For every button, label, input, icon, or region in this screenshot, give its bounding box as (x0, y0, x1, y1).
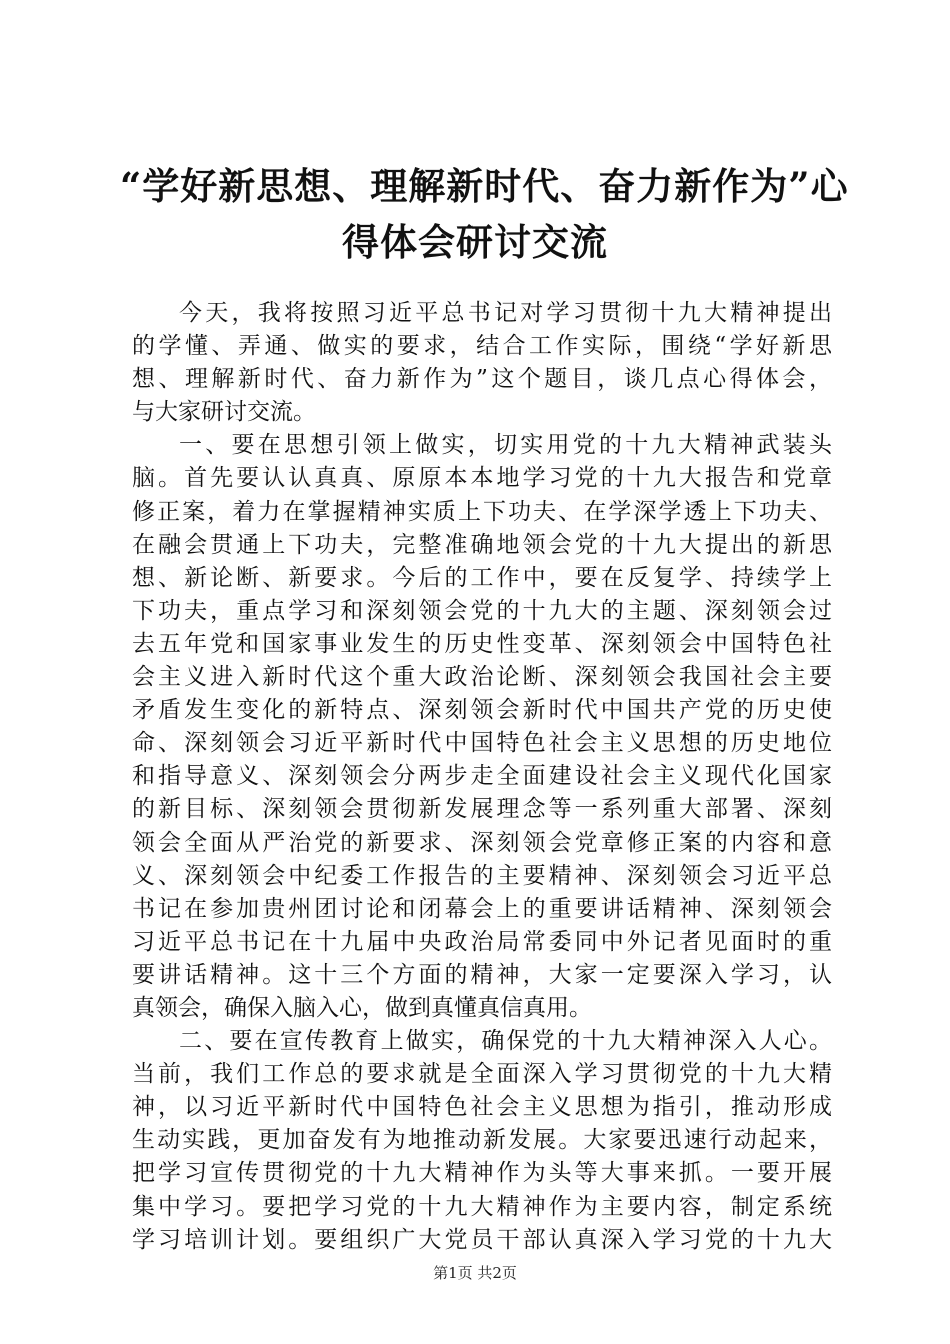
body-line: 与大家研讨交流。 (132, 399, 316, 426)
body-line: 神，以习近平新时代中国特色社会主义思想为指引，推动形成 (132, 1094, 832, 1121)
body-line: 下功夫，重点学习和深刻领会党的十九大的主题、深刻领会过 (132, 597, 832, 624)
body-line: 当前，我们工作总的要求就是全面深入学习贯彻党的十九大精 (132, 1061, 832, 1088)
body-line: 领会全面从严治党的新要求、深刻领会党章修正案的内容和意 (132, 829, 832, 856)
body-line: 一、要在思想引领上做实，切实用党的十九大精神武装头 (179, 432, 832, 459)
body-line: 二、要在宣传教育上做实，确保党的十九大精神深入人心。 (179, 1028, 832, 1055)
body-line: 和指导意义、深刻领会分两步走全面建设社会主义现代化国家 (132, 763, 832, 790)
body-line: 修正案，着力在掌握精神实质上下功夫、在学深学透上下功夫、 (132, 498, 832, 525)
body-line: 在融会贯通上下功夫，完整准确地领会党的十九大提出的新思 (132, 531, 832, 558)
body-line: 义、深刻领会中纪委工作报告的主要精神、深刻领会习近平总 (132, 862, 832, 889)
body-line: 的学懂、弄通、做实的要求，结合工作实际，围绕“学好新思 (132, 333, 832, 360)
body-line: 脑。首先要认认真真、原原本本地学习党的十九大报告和党章 (132, 465, 832, 492)
body-line: 真领会，确保入脑入心，做到真懂真信真用。 (132, 994, 592, 1021)
body-line: 今天，我将按照习近平总书记对学习贯彻十九大精神提出 (179, 300, 832, 326)
body-line: 想、新论断、新要求。今后的工作中，要在反复学、持续学上 (132, 564, 832, 591)
body-line: 想、理解新时代、奋力新作为”这个题目，谈几点心得体会， (132, 366, 832, 393)
body-line: 学习培训计划。要组织广大党员干部认真深入学习党的十九大 (132, 1226, 832, 1253)
document-title-line-1: “学好新思想、理解新时代、奋力新作为”心 (120, 164, 849, 208)
body-line: 会主义进入新时代这个重大政治论断、深刻领会我国社会主要 (132, 664, 832, 691)
body-line: 去五年党和国家事业发生的历史性变革、深刻领会中国特色社 (132, 630, 832, 657)
body-line: 生动实践，更加奋发有为地推动新发展。大家要迅速行动起来， (132, 1127, 832, 1154)
body-line: 要讲话精神。这十三个方面的精神，大家一定要深入学习，认 (132, 961, 832, 988)
body-line: 集中学习。要把学习党的十九大精神作为主要内容，制定系统 (132, 1193, 832, 1220)
body-line: 矛盾发生变化的新特点、深刻领会新时代中国共产党的历史使 (132, 697, 832, 724)
page-number-footer: 第1页 共2页 (433, 1264, 517, 1282)
body-line: 书记在参加贵州团讨论和闭幕会上的重要讲话精神、深刻领会 (132, 895, 832, 922)
body-line: 习近平总书记在十九届中央政治局常委同中外记者见面时的重 (132, 928, 832, 955)
body-line: 的新目标、深刻领会贯彻新发展理念等一系列重大部署、深刻 (132, 796, 832, 823)
document-title-line-2: 得体会研讨交流 (342, 220, 608, 264)
body-line: 命、深刻领会习近平新时代中国特色社会主义思想的历史地位 (132, 730, 832, 757)
body-line: 把学习宣传贯彻党的十九大精神作为头等大事来抓。一要开展 (132, 1160, 832, 1187)
document-body (132, 297, 832, 1257)
